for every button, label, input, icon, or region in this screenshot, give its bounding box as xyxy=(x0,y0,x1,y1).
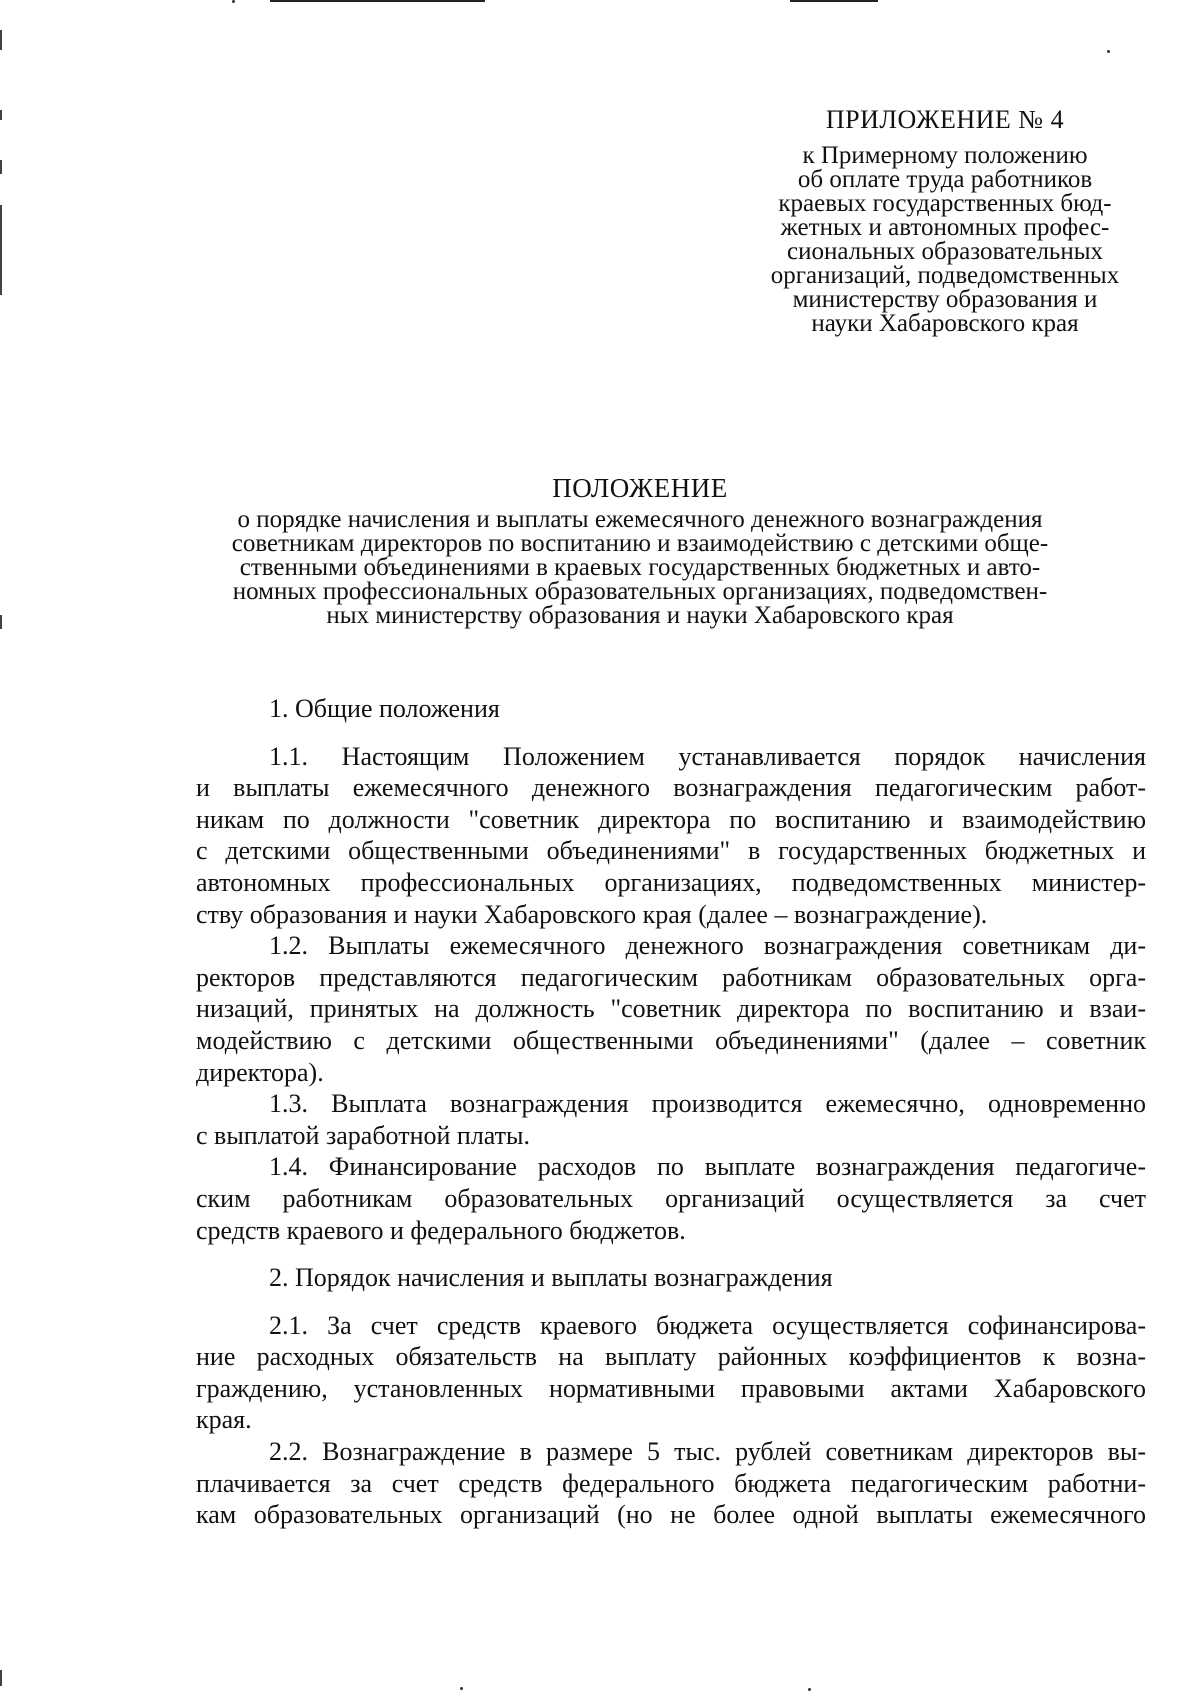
paragraph-line: 1.2. Выплаты ежемесячного денежного вознаграждения советникам ди- xyxy=(269,931,1146,961)
paragraph-1-4 xyxy=(196,1151,1146,1246)
spacer xyxy=(196,1294,1146,1310)
scan-artifact-edge xyxy=(0,1670,2,1686)
paragraph-line: средств краевого и федерального бюджетов. xyxy=(196,1215,686,1245)
paragraph-line: 2.2. Вознаграждение в размере 5 тыс. рублей советникам директоров вы- xyxy=(269,1437,1146,1467)
paragraph-line: ству образования и науки Хабаровского края (далее – вознаграждение). xyxy=(196,899,988,929)
paragraph-1-2 xyxy=(196,930,1146,1088)
paragraph-line: модействию с детскими общественными объединениями" (далее – советник xyxy=(196,1025,1146,1055)
appendix-line: организаций, подведомственных xyxy=(770,262,1120,289)
scan-artifact-edge xyxy=(0,615,2,629)
scan-artifact-edge xyxy=(0,30,2,50)
paragraph-line: низаций, принятых на должность "советник директора по воспитанию и взаи- xyxy=(196,994,1146,1024)
spacer xyxy=(196,1246,1146,1262)
document-subtitle-line: номных профессиональных образовательных организациях, подведомствен- xyxy=(232,578,1048,605)
appendix-title: ПРИЛОЖЕНИЕ № 4 xyxy=(825,105,1065,134)
appendix-header xyxy=(745,105,1145,337)
document-title: ПОЛОЖЕНИЕ xyxy=(552,473,728,503)
appendix-line: науки Хабаровского края xyxy=(811,310,1079,337)
appendix-line: краевых государственных бюд- xyxy=(778,190,1112,217)
paragraph-line: граждению, установленных нормативными правовыми актами Хабаровского xyxy=(196,1373,1146,1403)
paragraph-line: директора). xyxy=(196,1057,324,1087)
scan-artifact-dot xyxy=(232,0,235,3)
paragraph-line: ским работникам образовательных организаций осуществляется за счет xyxy=(196,1183,1146,1213)
paragraph-line: 1.3. Выплата вознаграждения производится ежемесячно, одновременно xyxy=(269,1089,1146,1119)
scan-artifact-dot xyxy=(808,1688,811,1691)
appendix-line: об оплате труда работников xyxy=(797,166,1093,193)
scan-artifact-top-line-left xyxy=(270,0,485,2)
appendix-line: к Примерному положению xyxy=(802,142,1088,169)
scan-artifact-top-line-right xyxy=(790,0,878,2)
paragraph-line: 1.4. Финансирование расходов по выплате вознаграждения педагогиче- xyxy=(269,1152,1146,1182)
scan-artifact-dot xyxy=(1107,50,1110,53)
paragraph-line: кам образовательных организаций (но не более одной выплаты ежемесячного xyxy=(196,1500,1146,1530)
paragraph-line: плачивается за счет средств федерального бюджета педагогическим работни- xyxy=(196,1468,1146,1498)
paragraph-line: ректоров представляются педагогическим работникам образовательных орга- xyxy=(196,962,1146,992)
paragraph-line: края. xyxy=(196,1405,252,1435)
paragraph-2-1 xyxy=(196,1310,1146,1436)
paragraph-line: 2.1. За счет средств краевого бюджета осуществляется софинансирова- xyxy=(269,1310,1146,1340)
document-subtitle-line: советникам директоров по воспитанию и взаимодействию с детскими обще- xyxy=(231,530,1049,557)
scan-artifact-edge xyxy=(0,160,2,174)
paragraph-line: и выплаты ежемесячного денежного вознаграждения педагогическим работ- xyxy=(196,773,1146,803)
document-heading xyxy=(140,470,1140,628)
appendix-line: министерству образования и xyxy=(792,286,1098,313)
scan-artifact-edge xyxy=(0,205,2,295)
paragraph-2-2 xyxy=(196,1436,1146,1531)
paragraph-line: никам по должности "советник директора по воспитанию и взаимодействию xyxy=(196,804,1146,834)
spacer xyxy=(196,725,1146,741)
scan-artifact-dot xyxy=(460,1687,463,1690)
section-heading: 1. Общие положения xyxy=(269,694,500,723)
paragraph-1-1 xyxy=(196,741,1146,931)
paragraph-line: автономных профессиональных организациях, подведомственных министер- xyxy=(196,867,1146,897)
appendix-line: сиональных образовательных xyxy=(786,238,1103,265)
section-heading: 2. Порядок начисления и выплаты вознаграждения xyxy=(269,1263,833,1293)
document-subtitle-line: о порядке начисления и выплаты ежемесячного денежного вознаграждения xyxy=(237,506,1043,533)
paragraph-1-3 xyxy=(196,1088,1146,1151)
scan-artifact-edge xyxy=(0,110,2,120)
document-body xyxy=(196,693,1146,1531)
document-subtitle-line: ственными объединениями в краевых государственных бюджетных и авто- xyxy=(239,554,1041,581)
paragraph-line: 1.1. Настоящим Положением устанавливается порядок начисления xyxy=(269,741,1146,771)
appendix-line: жетных и автономных профес- xyxy=(780,214,1110,241)
paragraph-line: с выплатой заработной платы. xyxy=(196,1120,530,1150)
paragraph-line: ние расходных обязательств на выплату районных коэффициентов к возна- xyxy=(196,1342,1146,1372)
paragraph-line: с детскими общественными объединениями" в государственных бюджетных и xyxy=(196,836,1146,866)
document-subtitle-line: ных министерству образования и науки Хабаровского края xyxy=(326,602,954,629)
